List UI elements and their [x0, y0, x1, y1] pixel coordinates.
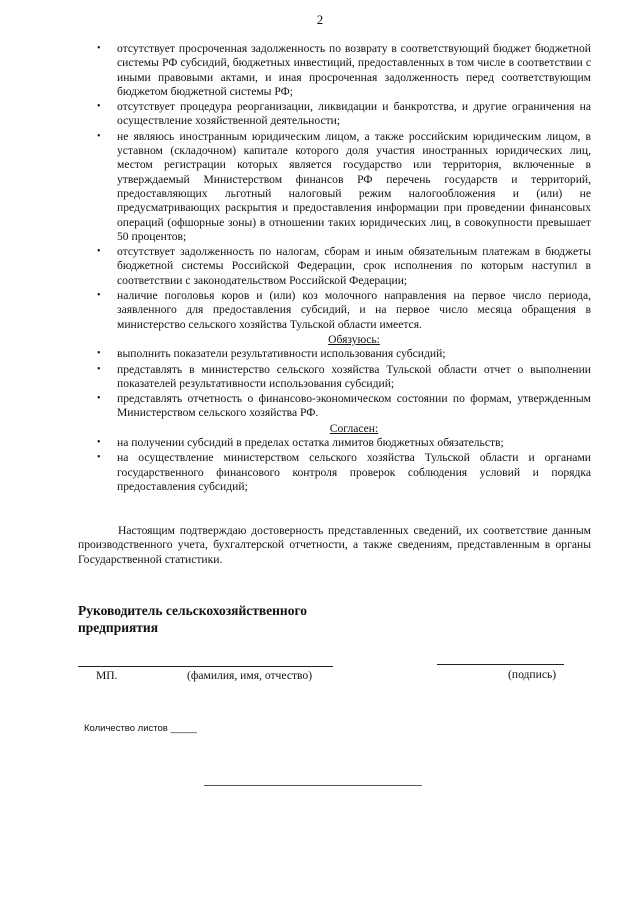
confirmation-paragraph: Настоящим подтверждаю достоверность представленных сведений, их соответствие данным производственного учета, бухгалтерской отчетности, а также сведениям, представленным в органы Государственной статистики.: [78, 524, 591, 566]
signature-line: [437, 664, 564, 665]
list-item: • на получении субсидий в пределах остатка лимитов бюджетных обязательств;: [117, 436, 591, 450]
list-item: • отсутствует просроченная задолженность по возврату в соответствующий бюджет бюджетной системы РФ субсидий, бюджетных инвестиций, предоставленных в том числе в соответствии с иными правовыми актами, и иная просроченная задолженность перед соответствующим бюджетом бюджетной системы РФ;: [117, 42, 591, 99]
footer-line: [204, 785, 422, 786]
fio-line: [78, 666, 333, 667]
list-item: • представлять в министерство сельского хозяйства Тульской области отчет о выполнении показателей результативности использования субсидий;: [117, 363, 591, 392]
list-item: • выполнить показатели результативности использования субсидий;: [117, 347, 591, 361]
list-item: • представлять отчетность о финансово-экономическом состоянии по формам, утвержденным Министерством сельского хозяйства РФ.: [117, 392, 591, 421]
sheets-count-label: Количество листов _____: [84, 723, 197, 734]
heading-obligate: Обязуюсь:: [328, 332, 380, 346]
fio-label: (фамилия, имя, отчество): [187, 669, 313, 682]
signature-title: Руководитель сельскохозяйственного предприятия: [78, 603, 308, 635]
list-item: • наличие поголовья коров и (или) коз молочного направления на первое число периода, заявленного для предоставления субсидий, и на первое число месяца обращения в министерство сельского хозяйства Тульской области имеется.: [117, 289, 591, 332]
signature-label: (подпись): [508, 668, 557, 681]
heading-agree: Согласен:: [329, 421, 379, 435]
list-item: • отсутствует задолженность по налогам, сборам и иным обязательным платежам в бюджеты бюджетной системы Российской Федерации, срок исполнения по которым наступил в соответствии с законодательством Российской Федерации;: [117, 245, 591, 288]
conditions-list: [117, 42, 591, 495]
page-number: 2: [316, 12, 324, 27]
mp-label: МП.: [96, 669, 118, 682]
list-item: • не являюсь иностранным юридическим лицом, а также российским юридическим лицом, в уставном (складочном) капитале которого доля участия иностранных юридических лиц, местом регистрации которых является государство или территория, включенные в утверждаемый Министерством финансов РФ перечень государств и территорий, предоставляющих льготный налоговый режим налогообложения и (или) не предусматривающих раскрытия и предоставления информации при проведении финансовых операций (офшорные зоны) в отношении таких юридических лиц, в совокупности превышает 50 процентов;: [117, 130, 591, 244]
list-item: • отсутствует процедура реорганизации, ликвидации и банкротства, и другие ограничения на осуществление хозяйственной деятельности;: [117, 100, 591, 129]
list-item: • на осуществление министерством сельского хозяйства Тульской области и органами государственного финансового контроля проверок соблюдения условий и порядка предоставления субсидий;: [117, 451, 591, 494]
